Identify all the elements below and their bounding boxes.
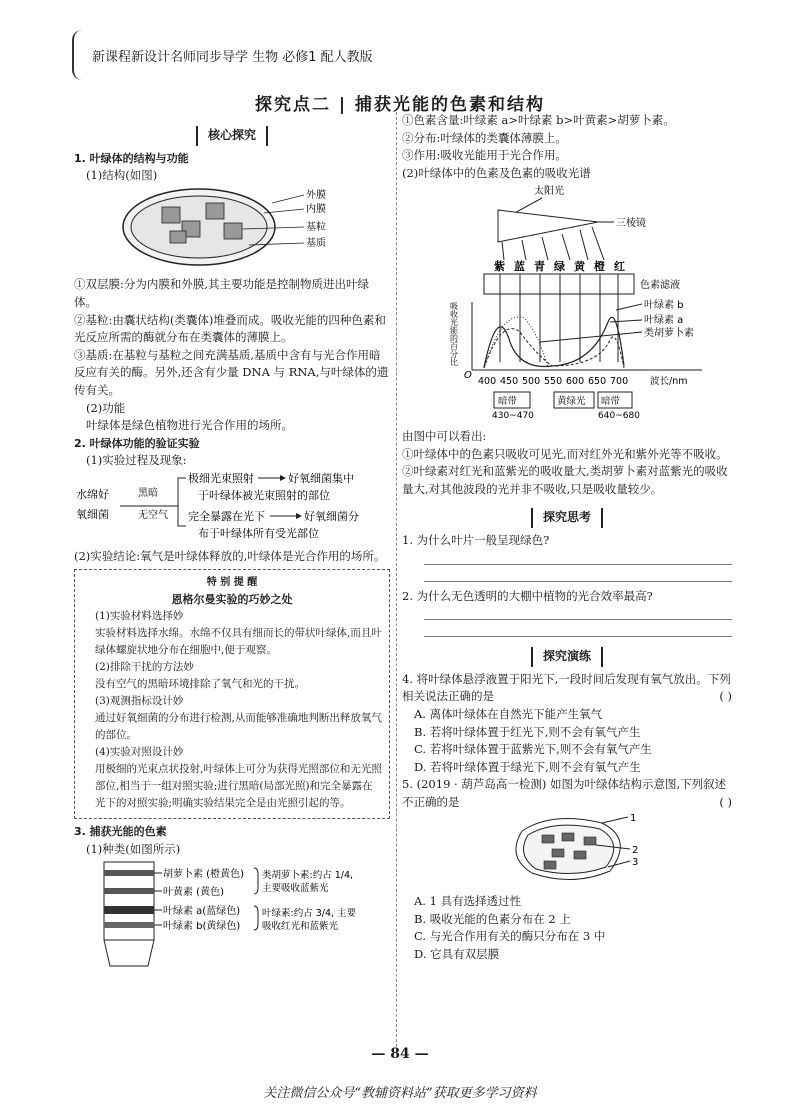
q5-option-b: B. 吸收光能的色素分布在 2 上 xyxy=(414,911,571,926)
tip-a-text: 实验材料选择水绵。水绵不仅具有细而长的带状叶绿体,而且叶绿体螺旋状地分布在细胞中,便于观察。 xyxy=(95,627,382,657)
pigment-function: ③作用:吸收光能用于光合作用。 xyxy=(402,148,567,163)
svg-text:吸收红光和蓝紫光: 吸收红光和蓝紫光 xyxy=(262,921,339,933)
wavelength-tick-label: 500 xyxy=(522,376,541,388)
svg-text:完全暴露在光下: 完全暴露在光下 xyxy=(188,509,265,523)
figure-conclusion-2: ②叶绿素对红光和蓝紫光的吸收量大,类胡萝卜素对蓝紫光的吸收量大,对其他波段的光并非不吸收,只是吸收量较少。 xyxy=(402,464,728,496)
spectrum-color-label: 青 xyxy=(534,260,545,274)
label-grana: 基粒 xyxy=(306,221,326,233)
svg-text:氧细菌: 氧细菌 xyxy=(76,507,109,521)
para-stroma: ③基质:在基粒与基粒之间充满基质,基质中含有与光合作用暗反应有关的酶。另外,还含有少量 DNA 与 RNA,与叶绿体的遗传有关。 xyxy=(74,347,389,397)
experiment-diagram xyxy=(74,470,390,542)
svg-text:色素滤液: 色素滤液 xyxy=(640,280,680,292)
wavelength-tick-label: 550 xyxy=(544,376,563,388)
question-1: 1. 为什么叶片一般呈现绿色? xyxy=(402,532,550,547)
svg-text:好氧细菌分: 好氧细菌分 xyxy=(304,509,359,523)
wavelength-tick-label: 650 xyxy=(588,376,607,388)
tip-d-heading: (4)实验对照设计妙 xyxy=(95,746,184,759)
svg-text:叶绿素:约占 3/4, 主要: 叶绿素:约占 3/4, 主要 xyxy=(262,908,357,920)
wavelength-tick-label: 400 xyxy=(478,376,497,388)
answer-line[interactable] xyxy=(424,605,732,620)
subheading-types: (1)种类(如图所示) xyxy=(86,841,181,856)
svg-text:黑暗: 黑暗 xyxy=(138,487,158,499)
core-heading: 核心探究 xyxy=(74,126,390,146)
wavelength-tick-label: 600 xyxy=(566,376,585,388)
tip-a-heading: (1)实验材料选择妙 xyxy=(95,610,184,623)
svg-text:好氧细菌集中: 好氧细菌集中 xyxy=(288,471,354,485)
svg-text:布于叶绿体所有受光部位: 布于叶绿体所有受光部位 xyxy=(198,526,319,540)
q4-option-d: D. 若将叶绿体置于绿光下,则不会有氧气产生 xyxy=(414,759,641,774)
tip-b-heading: (2)排除干扰的方法妙 xyxy=(95,661,194,674)
q5-option-c: C. 与光合作用有关的酶只分布在 3 中 xyxy=(414,929,606,944)
svg-text:类胡萝卜素:约占 1/4,: 类胡萝卜素:约占 1/4, xyxy=(262,870,354,882)
q4-option-c: C. 若将叶绿体置于蓝紫光下,则不会有氧气产生 xyxy=(414,742,652,757)
label-inner-membrane: 内膜 xyxy=(306,203,326,215)
column-divider xyxy=(396,112,397,1052)
q5-option-a: A. 1 具有选择透过性 xyxy=(414,894,522,909)
heading-2: 2. 叶绿体功能的验证实验 xyxy=(74,436,200,450)
svg-text:于叶绿体被光束照射的部位: 于叶绿体被光束照射的部位 xyxy=(198,488,330,502)
section-title: 探究点二 | 捕获光能的色素和结构 xyxy=(254,95,546,115)
tip-c-text: 通过好氧细菌的分布进行检测,从而能够准确地判断出释放氧气的部位。 xyxy=(95,712,382,742)
spectrum-color-label: 绿 xyxy=(554,260,565,274)
svg-text:1: 1 xyxy=(630,813,637,825)
svg-text:3: 3 xyxy=(632,857,639,869)
pigment-distribution: ②分布:叶绿体的类囊体薄膜上。 xyxy=(402,130,567,145)
svg-text:极细光束照射: 极细光束照射 xyxy=(188,471,254,485)
subheading-process: (1)实验过程及现象: xyxy=(86,453,187,468)
tip-title: 恩格尔曼实验的巧妙之处 xyxy=(171,593,293,607)
svg-text:叶绿素 a(蓝绿色): 叶绿素 a(蓝绿色) xyxy=(163,906,241,918)
wavelength-tick-label: 450 xyxy=(500,376,519,388)
svg-text:波长/nm: 波长/nm xyxy=(650,376,688,388)
svg-text:三棱镜: 三棱镜 xyxy=(616,218,646,230)
subheading-structure: (1)结构(如图) xyxy=(86,168,158,183)
pigment-content: ①色素含量:叶绿素 a>叶绿素 b>叶黄素>胡萝卜素。 xyxy=(402,113,675,127)
header-bracket xyxy=(72,30,84,80)
question-5: 5. (2019 · 葫芦岛高一检测) 如图为叶绿体结构示意图,下列叙述不正确的是 ( ) xyxy=(402,777,732,809)
spectrum-color-label: 红 xyxy=(614,260,625,274)
answer-line[interactable] xyxy=(424,622,732,637)
svg-text:无空气: 无空气 xyxy=(138,509,168,521)
think-heading: 探究思考 xyxy=(402,508,732,528)
answer-line[interactable] xyxy=(424,567,732,582)
absorption-spectrum-figure xyxy=(402,182,732,422)
tip-label: 特 别 提 醒 xyxy=(206,577,258,589)
footer-note: 关注微信公众号“教辅资料站”获取更多学习资料 xyxy=(263,1086,537,1101)
label-outer-membrane: 外膜 xyxy=(306,189,326,201)
svg-text:2: 2 xyxy=(632,845,639,857)
question-2: 2. 为什么无色透明的大棚中植物的光合效率最高? xyxy=(402,588,653,603)
spectrum-heading: (2)叶绿体中的色素及色素的吸收光谱 xyxy=(402,165,591,180)
svg-text:太阳光: 太阳光 xyxy=(534,186,564,198)
spectrum-color-label: 蓝 xyxy=(514,260,525,274)
heading-3: 3. 捕获光能的色素 xyxy=(74,825,167,839)
right-column xyxy=(402,112,732,963)
para-membrane: ①双层膜:分为内膜和外膜,其主要功能是控制物质进出叶绿体。 xyxy=(74,277,370,309)
svg-text:水绵好: 水绵好 xyxy=(76,487,109,501)
wavelength-tick-label: 700 xyxy=(610,376,629,388)
svg-text:暗带: 暗带 xyxy=(601,396,621,408)
label-stroma: 基质 xyxy=(306,237,326,249)
svg-text:640~680: 640~680 xyxy=(598,411,640,422)
tip-c-heading: (3)观测指标设计妙 xyxy=(95,695,184,708)
svg-text:暗带: 暗带 xyxy=(498,396,518,408)
question-4: 4. 将叶绿体悬浮液置于阳光下,一段时间后发现有氧气放出。下列相关说法正确的是 ( ) xyxy=(402,671,732,704)
svg-text:叶绿素 a: 叶绿素 a xyxy=(644,315,684,327)
tip-b-text: 没有空气的黑暗环境排除了氧气和光的干扰。 xyxy=(95,678,305,691)
svg-text:主要吸收蓝紫光: 主要吸收蓝紫光 xyxy=(262,883,329,895)
svg-text:类胡萝卜素: 类胡萝卜素 xyxy=(644,328,694,340)
experiment-conclusion: (2)实验结论:氧气是叶绿体释放的,叶绿体是光合作用的场所。 xyxy=(74,548,386,563)
q4-option-a: A. 离体叶绿体在自然光下能产生氧气 xyxy=(414,706,603,721)
q4-option-b: B. 若将叶绿体置于红光下,则不会有氧气产生 xyxy=(414,724,641,739)
spectrum-color-label: 紫 xyxy=(494,260,505,274)
page-number: — 84 — xyxy=(371,1046,429,1062)
svg-text:吸收光能的百分比: 吸收光能的百分比 xyxy=(449,302,459,367)
heading-1: 1. 叶绿体的结构与功能 xyxy=(74,151,189,165)
spectrum-color-label: 黄 xyxy=(574,260,585,274)
svg-text:叶绿素 b: 叶绿素 b xyxy=(644,300,684,312)
svg-text:O: O xyxy=(464,370,472,382)
figure-conclusion-1: ①叶绿体中的色素只吸收可见光,而对红外光和紫外光等不吸收。 xyxy=(402,446,728,461)
left-column xyxy=(74,122,390,976)
tip-d-text: 用极细的光束点状投射,叶绿体上可分为获得光照部位和无光照部位,相当于一组对照实验;进行黑暗(局部光照)和完全暴露在光下的对照实验;明确实验结果完全是由光照引起的等。 xyxy=(95,763,382,810)
answer-line[interactable] xyxy=(424,550,732,565)
svg-text:430~470: 430~470 xyxy=(492,411,534,422)
chloroplast-structure-figure xyxy=(402,811,732,887)
special-tip-box xyxy=(74,569,390,819)
figure-conclusion-heading: 由图中可以看出: xyxy=(402,428,487,443)
svg-text:黄绿光: 黄绿光 xyxy=(557,396,586,408)
running-header: 新课程新设计名师同步导学 生物 必修1 配人教版 xyxy=(92,50,373,65)
q5-option-d: D. 它具有双层膜 xyxy=(414,946,500,961)
spectrum-color-label: 橙 xyxy=(594,260,605,274)
svg-text:叶绿素 b(黄绿色): 叶绿素 b(黄绿色) xyxy=(163,921,241,933)
svg-text:胡萝卜素 (橙黄色): 胡萝卜素 (橙黄色) xyxy=(163,869,244,881)
para-function: 叶绿体是绿色植物进行光合作用的场所。 xyxy=(86,418,293,433)
pigment-chromatography-figure xyxy=(74,858,390,970)
para-grana: ②基粒:由囊状结构(类囊体)堆叠而成。吸收光能的四种色素和光反应所需的酶就分布在类囊体的薄膜上。 xyxy=(74,312,386,345)
subheading-function: (2)功能 xyxy=(86,400,126,415)
practice-heading: 探究演练 xyxy=(402,647,732,667)
svg-text:叶黄素 (黄色): 叶黄素 (黄色) xyxy=(163,887,224,899)
chloroplast-figure xyxy=(74,185,390,271)
